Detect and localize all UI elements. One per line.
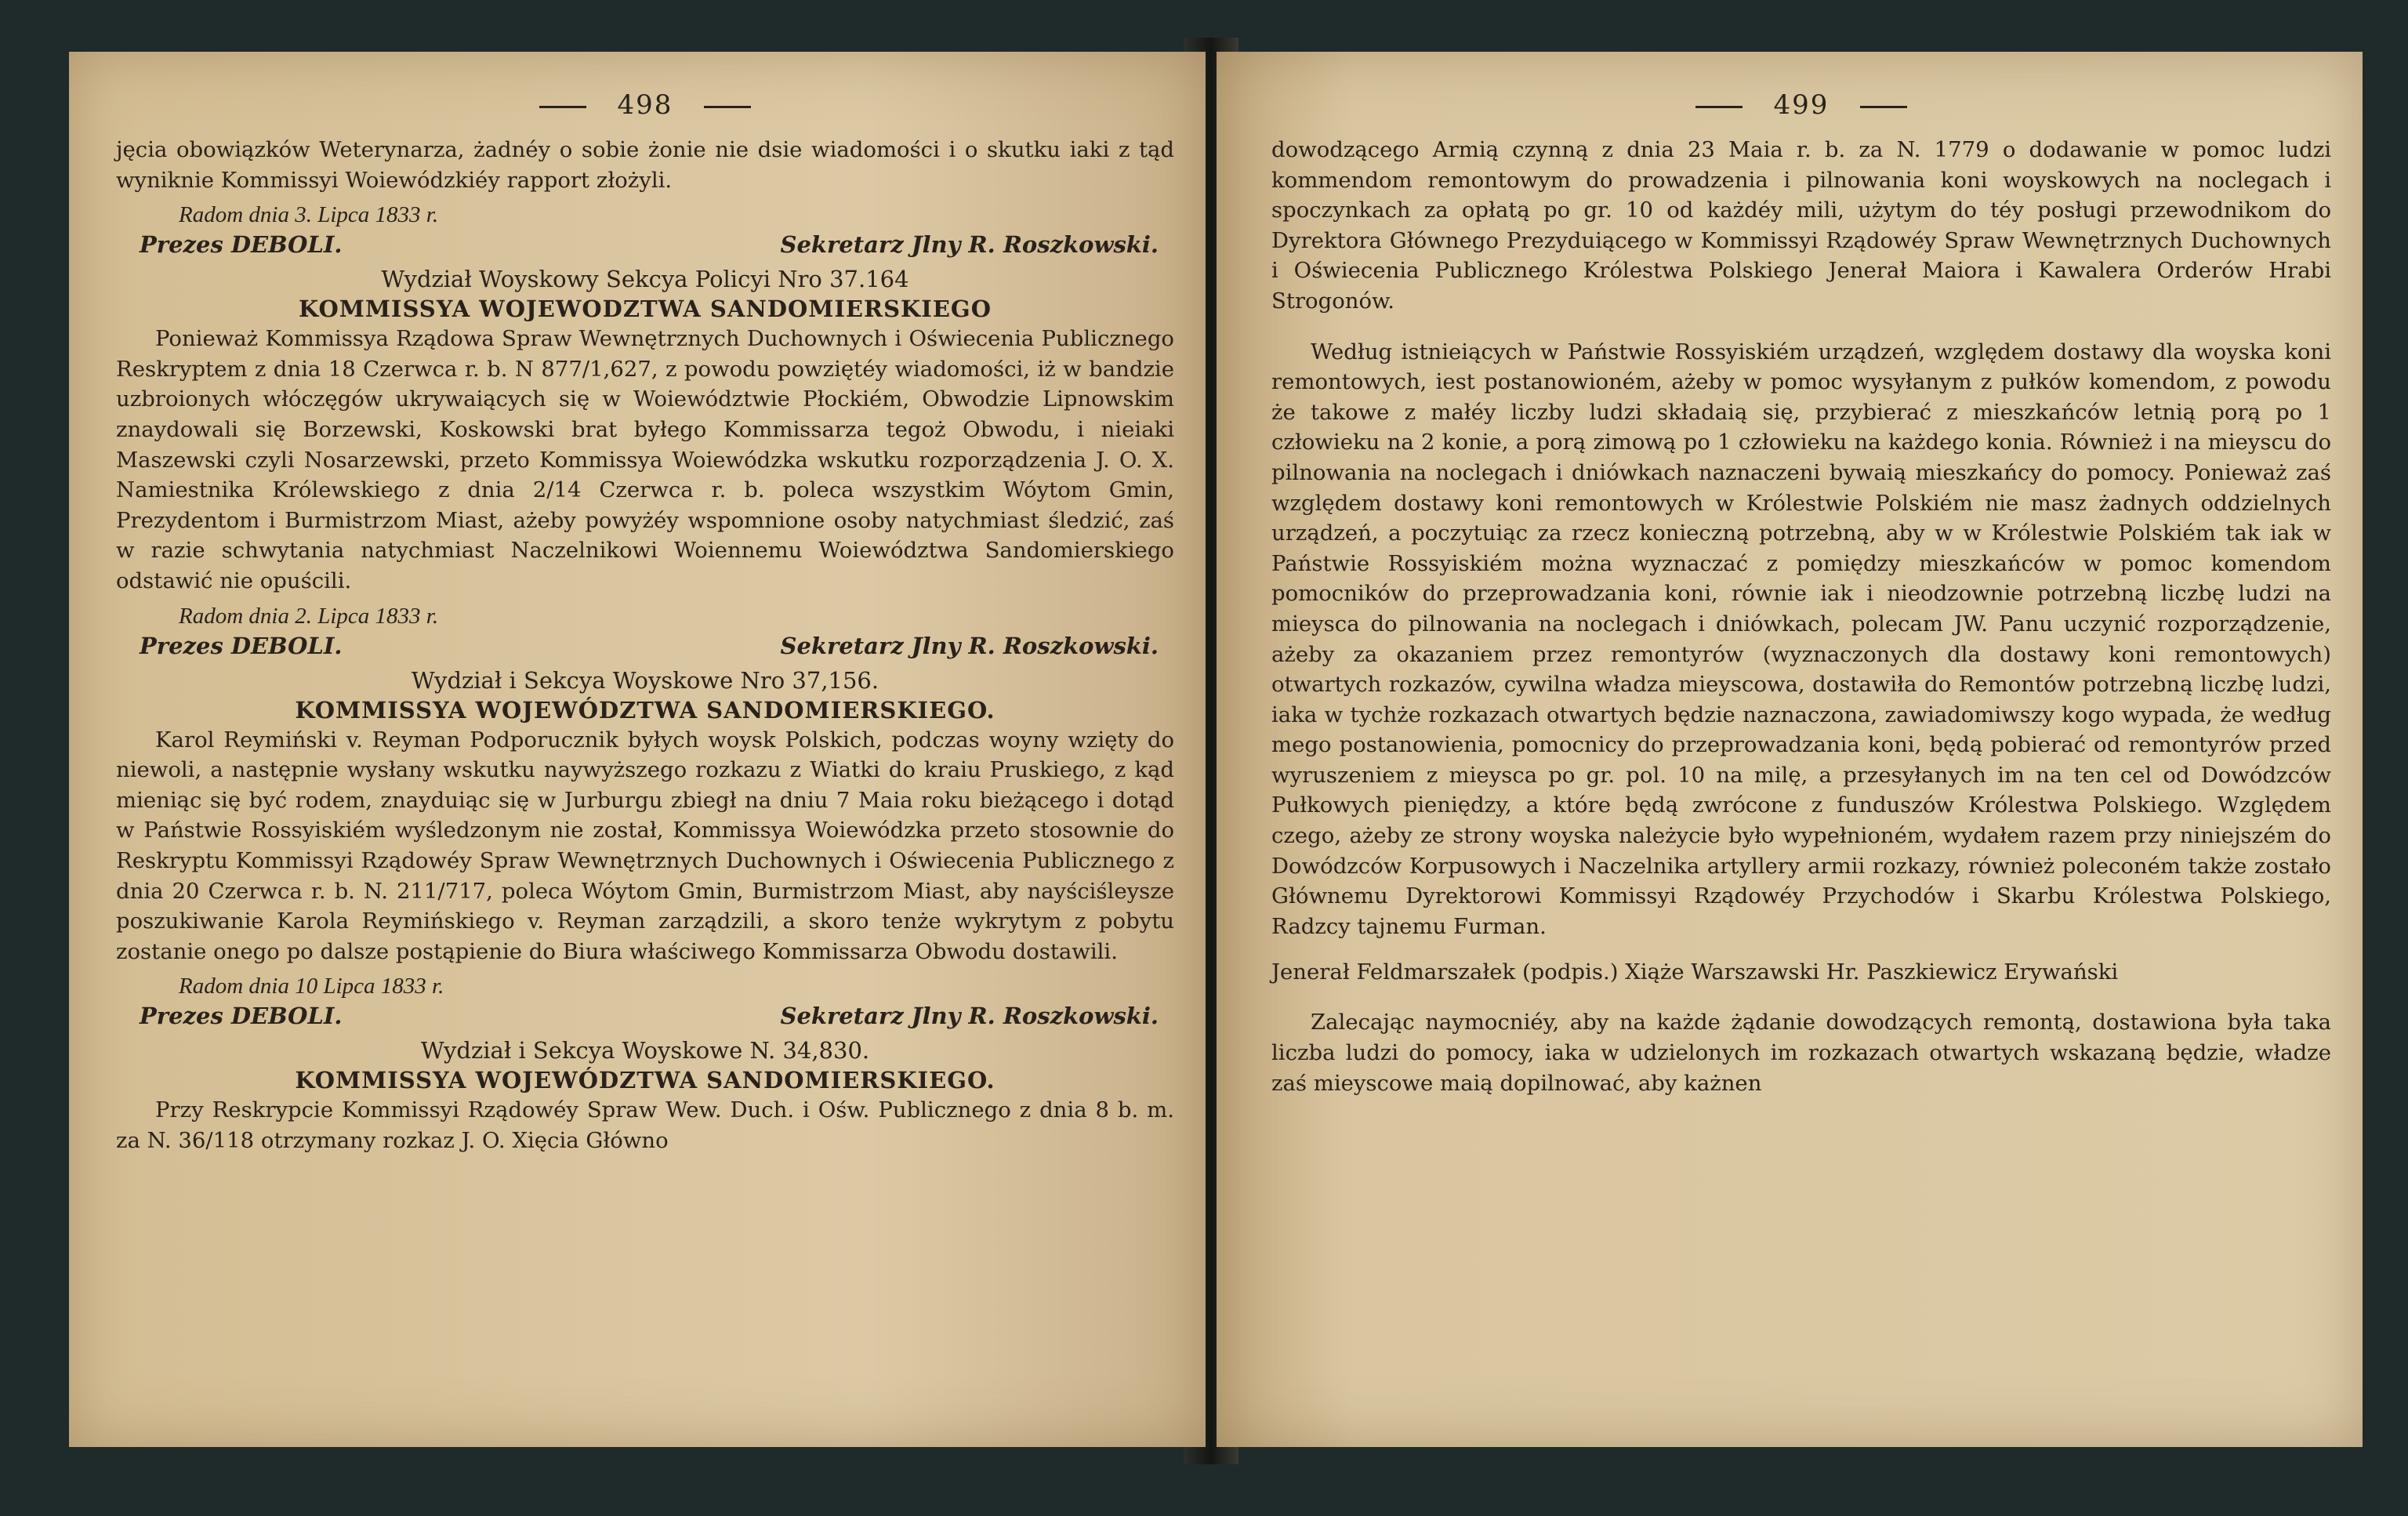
book-spread [55,22,2384,1494]
page-number: 498 [617,89,673,121]
section-reference: Wydział Woyskowy Sekcya Policyi Nro 37.164 [381,266,909,293]
text-paragraph: Ponieważ Kommissya Rządowa Spraw Wewnętrznych Duchownych i Oświecenia Publicznego Reskryptem z dnia 18 Czerwca r. b. N 877/1,627, z powodu powziętéy wiadomości, iż w bandzie uzbroionych włóczęgów ukrywaiących się w Woiewództwie Płockiém, Obwodzie Lipnowskim znaydowali się Borzewski, Koskowski brat byłego Kommissarza tegoż Obwodu, i nieiaki Maszewski czyli Nosarzewski, przeto Kommissya Woiewódzka wskutku rozporządzenia J. O. X. Namiestnika Królewskiego z dnia 2/14 Czerwca r. b. poleca wszystkim Wóytom Gmin, Prezydentom i Burmistrzom Miast, ażeby powyżéy wspomnione osoby natychmiast śledzić, zaś w razie schwytania natychmiast Naczelnikowi Woiennemu Woiewództwa Sandomierskiego odstawić nie opuścili. [116,326,1174,593]
text-paragraph: Karol Reymiński v. Reyman Podporucznik byłych woysk Polskich, podczas woyny wzięty do niewoli, a następnie wysłany wskutku naywyższego rozkazu z Wiatki do kraiu Pruskiego, z kąd mieniąc się być rodem, znayduiąc się w Jurburgu zbiegł na dniu 7 Maia roku bieżącego i dotąd w Państwie Rossyiskiém wyśledzonym nie został, Kommissya Woiewódzka przeto stosownie do Reskryptu Kommissyi Rządowéy Spraw Wewnętrznych Duchownych i Oświecenia Publicznego z dnia 20 Czerwca r. b. N. 211/717, poleca Wóytom Gmin, Burmistrzom Miast, aby nayściśleysze poszukiwanie Karola Reymińskiego v. Reyman zarządzili, a skoro tenże wykrytym z pobytu zostanie onego po dalsze postąpienie do Biura właściwego Kommissarza Obwodu dostawili. [116,727,1174,964]
date-line: Radom dnia 3. Lipca 1833 r. [179,202,439,228]
text-paragraph: Według istnieiących w Państwie Rossyiskiém urządzeń, względem dostawy dla woyska koni remontowych, iest postanowioném, ażeby w pomoc wysyłanym z pułków komendom, z powodu że takowe z małéy liczby ludzi składaią się, przybierać z mieszkańców letnią porą po 1 człowieku na 2 konie, a porą zimową po 1 człowieku na każdego konia. Również i na mieyscu do pilnowania na noclegach i dniówkach naznaczeni bywaią mieszkańcy do pomocy. Ponieważ zaś względem dostawy koni remontowych w Królestwie Polskiém nie masz żadnych oddzielnych urządzeń, a poczytuiąc za rzecz konieczną potrzebną, aby w w Królestwie Polskiém tak iak w Państwie Rossyiskiém można wyznaczać z pomiędzy mieszkańców w pomoc komendom pomocników do przeprowadzania koni, równie iak i nieodzownie potrzebną liczbę ludzi na mieysca do pilnowania na noclegach i dniówkach, polecam JW. Panu uczynić rozporządzenie, ażeby za okazaniem przez remontyrów (wyznaczonych dla dostawy koni remontowych) otwartych rozkazów, cywilna władza mieyscowa, dostawiła do Remontów potrzebną liczbę ludzi, iaka w tychże rozkazach otwartych będzie naznaczona, zawiadomiwszy kogo wypada, że według mego postanowienia, pomocnicy do przeprowadzania koni, będą pobierać od remontyrów przed wyruszeniem z mieysca po gr. pol. 10 na milę, a przesyłanych im na ten cel od Dowódzców Pułkowych pieniędzy, a które będą zwrócone z funduszów Królestwa Polskiego. Względem czego, ażeby ze strony woyska należycie było wypełnioném, wydałem razem przy niniejszém do Dowódzców Korpusowych i Naczelnika artyllery armii rozkazy, również poleconém także zostało Głównemu Dyrektorowi Kommissyi Rządowéy Przychodów i Skarbu Królestwa Polskiego, Radzcy tajnemu Furman. [1271,339,2331,939]
left-page-content [116,89,1174,1155]
signature-line [116,1001,1174,1031]
signature-president: Prezes DEBOLI. [140,231,343,259]
page-number: 499 [1773,89,1830,121]
right-page-content [1271,89,2331,1098]
page-number-header [1271,89,2331,121]
section-reference: Wydział i Sekcya Woyskowe N. 34,830. [420,1037,870,1064]
text-paragraph: Zalecając naymocniéy, aby na każde żądanie dowodzących remontą, dostawiona była taka liczba ludzi do pomocy, iaka w udzielonych im rozkazach otwartych wskazaną będzie, władze zaś mieyscowe maią dopilnować, aby każnen [1271,1010,2331,1096]
left-page [69,52,1206,1447]
section-heading: KOMMISSYA WOJEWODZTWA SANDOMIERSKIEGO [299,296,992,323]
date-line: Radom dnia 2. Lipca 1833 r. [179,603,439,629]
signature-secretary: Sekretarz Jlny R. Roszkowski. [780,632,1159,659]
page-number-header [116,89,1174,121]
signature-line [116,230,1174,259]
spacer [1271,317,2331,337]
signature-president: Prezes DEBOLI. [140,632,343,659]
section-heading: KOMMISSYA WOJEWÓDZTWA SANDOMIERSKIEGO. [295,1067,995,1094]
text-paragraph: Przy Reskrypcie Kommissyi Rządowéy Spraw Wew. Duch. i Ośw. Publicznego z dnia 8 b. m. za N. 36/118 otrzymany rozkaz J. O. Xięcia Główno [116,1097,1174,1153]
spacer [1271,987,2331,1007]
signature-secretary: Sekretarz Jlny R. Roszkowski. [780,1003,1159,1030]
signoff-line: Jenerał Feldmarszałek (podpis.) Xiąże Warszawski Hr. Paszkiewicz Erywański [1271,959,2119,985]
date-line: Radom dnia 10 Lipca 1833 r. [179,974,444,999]
right-page [1217,52,2363,1447]
text-paragraph: dowodzącego Armią czynną z dnia 23 Maia r. b. za N. 1779 o dodawanie w pomoc ludzi kommendom remontowym do prowadzenia i pilnowania koni woyskowych na noclegach i spoczynkach za opłatą po gr. 10 od każdéy mili, użytym do téy posługi przewodnikom do Dyrektora Głównego Prezyduiącego w Kommissyi Rządowéy Spraw Wewnętrznych Duchownych i Oświecenia Publicznego Królestwa Polskiego Jenerał Maiora i Kawalera Orderów Hrabi Strogonów. [1271,137,2331,314]
signature-secretary: Sekretarz Jlny R. Roszkowski. [780,231,1159,259]
section-heading: KOMMISSYA WOJEWÓDZTWA SANDOMIERSKIEGO. [295,696,995,724]
signature-president: Prezes DEBOLI. [140,1003,343,1030]
section-reference: Wydział i Sekcya Woyskowe Nro 37,156. [411,666,879,694]
text-paragraph: jęcia obowiązków Weterynarza, żadnéy o sobie żonie nie dsie wiadomości i o skutku iaki z tąd wyniknie Kommissyi Woiewódzkiéy rapport złożyli. [116,137,1174,193]
signature-line [116,631,1174,661]
